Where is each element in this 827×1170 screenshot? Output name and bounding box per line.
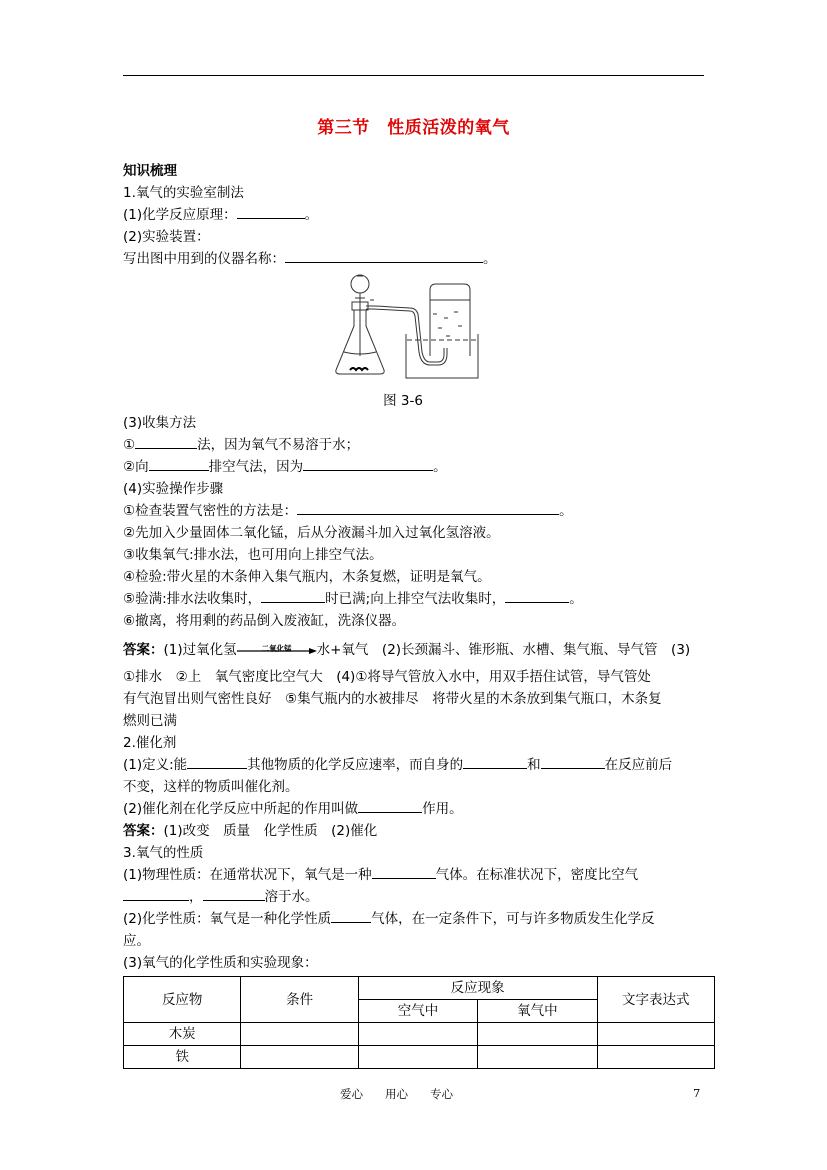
- text-line: (2)化学性质：氧气是一种化学性质 气体，在一定条件下，可与许多物质发生化学反: [123, 908, 713, 930]
- reaction-arrow: 二氧化锰: [237, 643, 317, 657]
- text-line: 不变，这样的物质叫催化剂。: [123, 779, 299, 795]
- text-line: ④检验:带火星的木条伸入集气瓶内，木条复燃，证明是氧气。: [123, 569, 491, 585]
- table-header: 反应现象: [358, 977, 597, 1000]
- answer-line: 答案：(1)改变 质量 化学性质 (2)催化: [123, 823, 378, 839]
- answer-blank[interactable]: [237, 204, 305, 219]
- section-heading: 知识梳理: [123, 163, 177, 179]
- main-content: [123, 160, 713, 1069]
- answer-blank[interactable]: [358, 798, 422, 813]
- text-line: 写出图中用到的仪器名称： 。: [123, 248, 713, 270]
- text-line: (1)定义:能 其他物质的化学反应速率，而自身的 和 在反应前后: [123, 754, 713, 776]
- answer-blank[interactable]: [203, 886, 265, 901]
- text-line: ， 溶于水。: [123, 886, 713, 908]
- answer-blank[interactable]: [303, 456, 433, 471]
- answer-line: 答案：(1)过氧化氢 二氧化锰 水+氧气 (2)长颈漏斗、锥形瓶、水槽、集气瓶、导气管 (3): [123, 642, 691, 658]
- answer-blank[interactable]: [297, 500, 559, 515]
- table-header: 空气中: [358, 1000, 477, 1023]
- text-line: 1.氧气的实验室制法: [123, 185, 244, 201]
- text-line: ②向 排空气法，因为 。: [123, 456, 713, 478]
- oxygen-apparatus-diagram: [330, 270, 480, 388]
- page-title: 第三节 性质活泼的氧气: [317, 118, 510, 138]
- text-line: (3)收集方法: [123, 415, 197, 431]
- answer-blank[interactable]: [541, 754, 605, 769]
- section-heading: 3.氧气的性质: [123, 845, 204, 861]
- table-cell[interactable]: [478, 1046, 597, 1069]
- answer-blank[interactable]: [261, 588, 325, 603]
- table-cell: 铁: [124, 1046, 241, 1069]
- apparatus-figure: [123, 270, 713, 390]
- answer-blank[interactable]: [149, 456, 209, 471]
- answer-blank[interactable]: [505, 588, 569, 603]
- text-line: ③收集氧气:排水法，也可用向上排空气法。: [123, 547, 383, 563]
- answer-blank[interactable]: [331, 908, 371, 923]
- table-header: 文字表达式: [597, 977, 714, 1023]
- answer-blank[interactable]: [372, 864, 436, 879]
- text-line: (1)物理性质：在通常状况下，氧气是一种 气体。在标准状况下，密度比空气: [123, 864, 713, 886]
- answer-blank[interactable]: [187, 754, 247, 769]
- table-cell: 木炭: [124, 1023, 241, 1046]
- figure-caption: 图 3-6: [383, 393, 423, 409]
- table-row: [124, 1046, 715, 1069]
- table-cell[interactable]: [358, 1023, 477, 1046]
- answer-line: ①排水 ②上 氧气密度比空气大 (4)①将导气管放入水中，用双手捂住试管，导气管处: [123, 669, 651, 685]
- table-header: 条件: [241, 977, 358, 1023]
- table-cell[interactable]: [597, 1023, 714, 1046]
- text-line: ① 法，因为氧气不易溶于水；: [123, 434, 713, 456]
- footer-motto: 爱心 用心 专心: [340, 1087, 453, 1101]
- table-cell[interactable]: [597, 1046, 714, 1069]
- answer-line: 燃则已满: [123, 713, 177, 729]
- table-cell[interactable]: [241, 1023, 358, 1046]
- page-number: 7: [693, 1086, 701, 1100]
- table-cell[interactable]: [241, 1046, 358, 1069]
- text-line: ②先加入少量固体二氧化锰，后从分液漏斗加入过氧化氢溶液。: [123, 525, 500, 541]
- answer-line: 有气泡冒出则气密性良好 ⑤集气瓶内的水被排尽 将带火星的木条放到集气瓶口，木条复: [123, 691, 662, 707]
- text-line: 应。: [123, 933, 150, 949]
- answer-blank[interactable]: [285, 248, 483, 263]
- reaction-table: [123, 976, 715, 1069]
- table-cell[interactable]: [478, 1023, 597, 1046]
- answer-blank[interactable]: [135, 434, 197, 449]
- text-line: (2)实验装置：: [123, 229, 210, 245]
- header-rule: [123, 75, 704, 76]
- text-line: ⑥撤离，将用剩的药品倒入废液缸，洗涤仪器。: [123, 613, 406, 629]
- table-row: [124, 1023, 715, 1046]
- section-heading: 2.催化剂: [123, 735, 177, 751]
- table-header: 氧气中: [478, 1000, 597, 1023]
- text-line: ①检查装置气密性的方法是： 。: [123, 500, 713, 522]
- text-line: (4)实验操作步骤: [123, 481, 224, 497]
- answer-blank[interactable]: [463, 754, 527, 769]
- answer-blank[interactable]: [123, 886, 189, 901]
- text-line: (2)催化剂在化学反应中所起的作用叫做 作用。: [123, 798, 713, 820]
- text-line: ⑤验满:排水法收集时， 时已满;向上排空气法收集时， 。: [123, 588, 713, 610]
- text-line: (3)氧气的化学性质和实验现象：: [123, 955, 318, 971]
- table-cell[interactable]: [358, 1046, 477, 1069]
- table-header: 反应物: [124, 977, 241, 1023]
- text-line: (1)化学反应原理： 。: [123, 204, 713, 226]
